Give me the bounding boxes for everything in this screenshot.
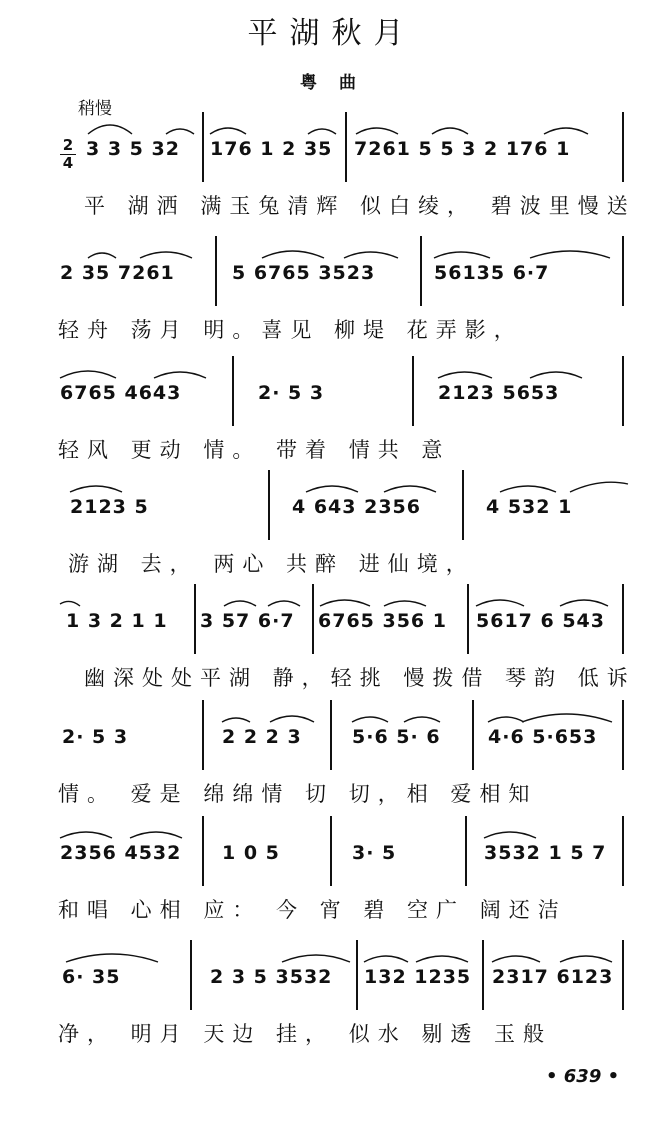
slur-mark [438, 372, 492, 378]
measure: 3532 1 5 7 [484, 842, 607, 864]
lyric-line: 和唱 心相 应： 今 宵 碧 空广 阔还洁 [58, 898, 567, 922]
time-signature-top: 2 [62, 136, 74, 154]
measure: 2· 5 3 [258, 382, 325, 404]
measure: 3 57 6·7 [200, 610, 295, 632]
song-title: 平湖秋月 [247, 16, 416, 51]
slur-mark [60, 601, 80, 606]
measure: 2 2 2 3 [222, 726, 302, 748]
slur-mark [530, 372, 582, 378]
song-genre: 粤曲 [300, 73, 378, 93]
slur-mark [140, 252, 192, 258]
measure: 2123 5653 [438, 382, 560, 404]
measure: 2356 4532 [60, 842, 182, 864]
measure: 2· 5 3 [62, 726, 129, 748]
measure: 5 6765 3523 [232, 262, 376, 284]
slur-mark [282, 955, 350, 962]
measure: 176 1 2 35 [210, 138, 333, 160]
time-signature-bottom: 4 [62, 154, 74, 172]
slur-mark [154, 372, 206, 378]
measure: 4·6 5·653 [488, 726, 598, 748]
measure: 2 3 5 3532 [210, 966, 333, 988]
slur-mark [364, 956, 408, 962]
measure: 132 1235 [364, 966, 472, 988]
slur-mark [268, 601, 300, 606]
slur-mark [522, 714, 612, 722]
slur-mark [60, 832, 112, 838]
measure: 4 532 1 [486, 496, 573, 518]
slur-mark [66, 954, 158, 962]
slur-mark [306, 486, 358, 492]
measure: 5617 6 543 [476, 610, 605, 632]
measure: 6765 4643 [60, 382, 182, 404]
slur-mark [484, 832, 536, 838]
slur-mark [210, 128, 246, 134]
lyric-line: 平 湖洒 满玉兔清辉 似白绫， 碧波里慢送 [84, 194, 636, 218]
slur-mark [570, 482, 628, 492]
measure: 5·6 5· 6 [352, 726, 441, 748]
slur-mark [434, 252, 490, 258]
slur-mark [530, 251, 610, 258]
slur-mark [88, 253, 116, 258]
measure: 3 3 5 32 [86, 138, 180, 160]
lyric-line: 轻风 更动 情。 带着 情共 意 [58, 438, 451, 462]
slur-mark [356, 128, 398, 134]
lyric-line: 幽深处处平湖 静，轻挑 慢拨借 琴韵 低诉 [84, 666, 636, 690]
slur-mark [404, 717, 440, 722]
slur-mark [492, 956, 540, 962]
measure: 2123 5 [70, 496, 149, 518]
slur-mark [224, 601, 256, 606]
measure: 56135 6·7 [434, 262, 550, 284]
slur-mark [262, 251, 324, 258]
slur-mark [70, 486, 122, 492]
slur-mark [352, 717, 388, 722]
measure: 6765 356 1 [318, 610, 447, 632]
slur-mark [130, 832, 182, 838]
slur-mark [166, 129, 194, 134]
lyric-line: 情。 爱是 绵绵情 切 切，相 爱相知 [58, 782, 538, 806]
slur-mark [344, 252, 398, 258]
slur-mark [384, 601, 426, 606]
slur-mark [88, 125, 132, 134]
lyric-line: 游湖 去， 两心 共醉 进仙境， [68, 552, 475, 576]
page-number: • 639 • [546, 1066, 620, 1087]
slur-mark [488, 717, 524, 722]
slur-mark [560, 956, 612, 962]
lyric-line: 轻舟 荡月 明。喜见 柳堤 花弄影， [58, 318, 523, 342]
slur-mark [416, 956, 468, 962]
lyric-line: 净， 明月 天边 挂， 似水 剔透 玉般 [58, 1022, 553, 1046]
slur-mark [500, 486, 556, 492]
slur-mark [222, 718, 250, 722]
slur-mark [560, 600, 608, 606]
measure: 7261 5 5 3 2 176 1 [354, 138, 571, 160]
measure: 2 35 7261 [60, 262, 175, 284]
slur-mark [384, 486, 436, 492]
slur-mark [476, 600, 524, 606]
slur-mark [432, 128, 468, 134]
measure: 2317 6123 [492, 966, 614, 988]
measure: 3· 5 [352, 842, 397, 864]
slur-mark [308, 129, 336, 134]
measure: 1 3 2 1 1 [66, 610, 168, 632]
measure: 6· 35 [62, 966, 121, 988]
tempo-marking: 稍慢 [78, 99, 112, 119]
measure: 1 0 5 [222, 842, 280, 864]
slur-mark [320, 600, 370, 606]
slur-mark [544, 128, 588, 134]
measure: 4 643 2356 [292, 496, 421, 518]
slur-mark [60, 371, 116, 378]
slur-mark [270, 716, 314, 722]
